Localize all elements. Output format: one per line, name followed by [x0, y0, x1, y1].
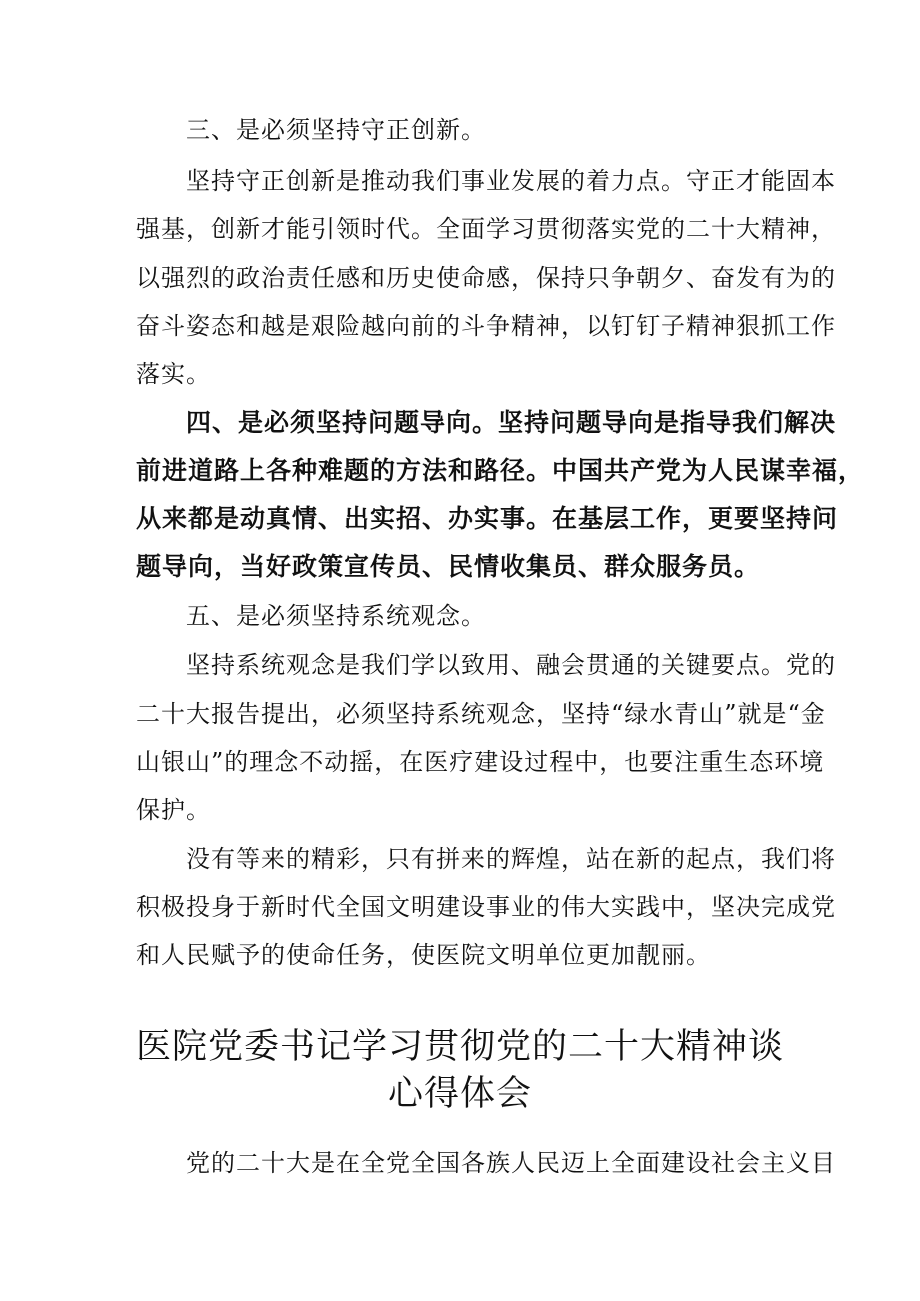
paragraph-line: 坚持守正创新是推动我们事业发展的着力点。守正才能固本 [186, 167, 836, 195]
paragraph-line: 和人民赋予的使命任务，使医院文明单位更加靓丽。 [136, 941, 711, 969]
paragraph-line: 山银山”的理念不动摇，在医疗建设过程中，也要注重生态环境 [136, 748, 825, 776]
paragraph-line: 奋斗姿态和越是艰险越向前的斗争精神，以钉钉子精神狠抓工作 [136, 312, 836, 340]
article-title-line-1: 医院党委书记学习贯彻党的二十大精神谈 [135, 1027, 784, 1067]
section-heading-4: 四、是必须坚持问题导向。坚持问题导向是指导我们解决 [186, 408, 837, 437]
paragraph-line: 保护。 [136, 796, 211, 824]
paragraph-line: 以强烈的政治责任感和历史使命感，保持只争朝夕、奋发有为的 [136, 264, 836, 292]
paragraph-line: 坚持系统观念是我们学以致用、融会贯通的关键要点。党的 [186, 651, 836, 679]
section-heading-5: 五、是必须坚持系统观念。 [186, 602, 486, 630]
paragraph-line: 强基，创新才能引领时代。全面学习贯彻落实党的二十大精神， [136, 215, 836, 243]
paragraph-line: 积极投身于新时代全国文明建设事业的伟大实践中，坚决完成党 [136, 893, 836, 921]
section-heading-3: 三、是必须坚持守正创新。 [186, 116, 486, 144]
paragraph-line: 落实。 [136, 360, 211, 388]
paragraph-line: 没有等来的精彩，只有拼来的辉煌，站在新的起点，我们将 [186, 845, 836, 873]
paragraph-line: 二十大报告提出，必须坚持系统观念，坚持“绿水青山”就是“金 [136, 700, 826, 728]
paragraph-line-bold: 题导向，当好政策宣传员、民情收集员、群众服务员。 [136, 552, 761, 581]
paragraph-line: 党的二十大是在全党全国各族人民迈上全面建设社会主义目 [186, 1149, 836, 1177]
article-title-line-2: 心得体会 [387, 1074, 532, 1114]
paragraph-line-bold: 从来都是动真情、出实招、办实事。在基层工作，更要坚持问 [136, 504, 839, 533]
paragraph-line-bold: 前进道路上各种难题的方法和路径。中国共产党为人民谋幸福， [136, 456, 865, 485]
